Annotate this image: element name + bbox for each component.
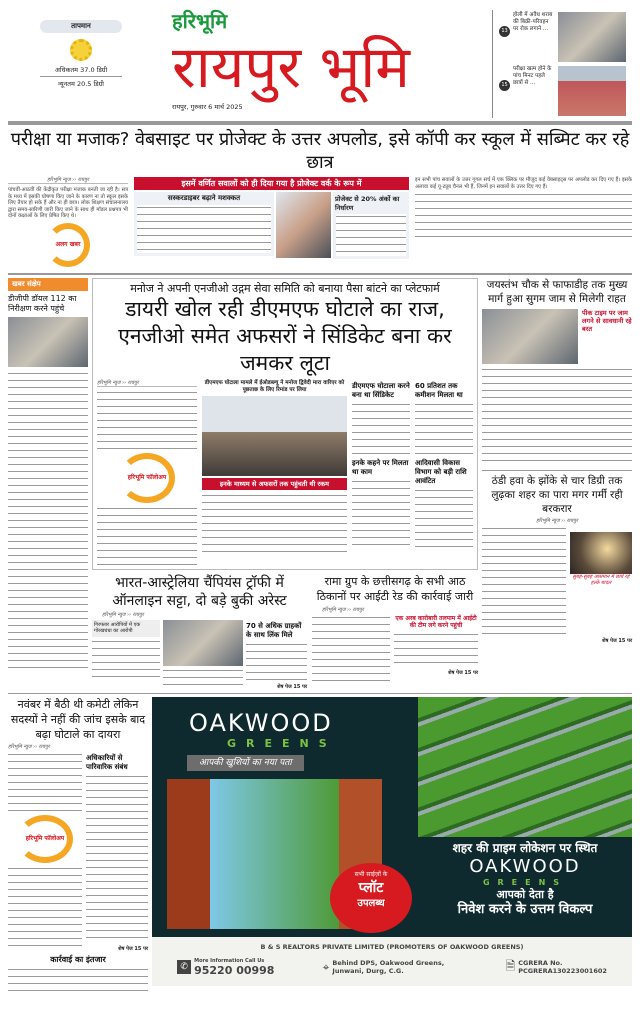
subhead: कार्रवाई का इंतजार [50, 954, 106, 964]
jaistambh-side: पीक टाइम पर जाम लगने से सावधानी रहे बरत [582, 308, 632, 333]
teaser-text: होली में अवैध शराब की बिक्री-परिवहन पर रोक लगाने ... [513, 12, 553, 32]
lead-box-2 [333, 192, 409, 259]
teaser[interactable] [493, 10, 632, 64]
middle-row [8, 278, 632, 690]
committee-body-1b [8, 866, 82, 946]
call-info[interactable]: ✆ More Information Call Us 95220 00998 [177, 958, 274, 977]
committee-story [8, 697, 148, 997]
box-text [336, 214, 406, 256]
masthead-logo [122, 10, 492, 111]
rama-headline[interactable]: रामा ग्रुप के छत्तीसगढ़ के सभी आठ ठिकानों पर आईटी रेड की कार्रवाई जारी [316, 574, 474, 603]
alag-khabar-badge: अलग खबर [46, 223, 90, 267]
lead-left-col [8, 177, 128, 270]
cricket-body-2 [163, 668, 243, 690]
right-column [482, 278, 632, 644]
jaistambh-body [482, 367, 632, 467]
dmf-body-5 [415, 402, 473, 457]
ad-right [382, 697, 632, 926]
committee-side-body [86, 774, 148, 944]
address-info: ⌖ Behind DPS, Oakwood Greens, Junwani, Durg, C.G. [322, 959, 445, 976]
jaistambh-story [482, 278, 632, 467]
subhead: आदिवासी विकास विभाग को बड़ी राशि आवंटित [415, 458, 467, 485]
road-photo [482, 309, 578, 364]
rama-body-2 [394, 632, 478, 668]
byline: हरिभूमि न्यूज ›› रायपुर [322, 606, 364, 613]
ad-line1: शहर की प्राइम लोकेशन पर स्थित [452, 840, 598, 855]
cricket-headline[interactable]: भारत-आस्ट्रेलिया चैंपियंस ट्रॉफी में ऑनलाइन सट्टा, दो बड़े बुकी अरेस्ट [112, 574, 287, 609]
dmf-col-2 [202, 380, 347, 553]
dmf-body-4 [352, 479, 410, 549]
cold-headline[interactable]: ठंडी हवा के झोंके से चार डिग्री तक लुढ़का शहर का पारा मगर गर्मी रही बरकरार [491, 474, 623, 515]
dmf-body-1b [97, 506, 197, 566]
cold-col-2 [570, 526, 632, 587]
lead-right-col [415, 177, 632, 242]
teaser-photo [558, 12, 626, 62]
lead-body: पांचवीं-आठवीं की केंद्रीकृत परीक्षा मजाक बनती जा रही है। सत्र के मध्य में इसकी घोषणा किए जाने के कारण ना तो स्कूल इसके लिए तैयार हो सके हैं और ना ही छात्र। लोक शिक्षण संचालनालय द्वारा समय-सारिणी जारी किए जाने के साथ ही मॉडल प्रश्नपत्र भी दोनों कक्षाओं के लिए प्रेषित किए थे। [8, 187, 128, 220]
continued-link[interactable]: शेष पेज 15 पर [602, 637, 632, 644]
continued-link[interactable]: शेष पेज 15 पर [118, 945, 148, 952]
committee-col-2 [86, 752, 148, 952]
byline: हरिभूमि न्यूज ›› रायपुर [97, 380, 197, 387]
brief-text [8, 371, 88, 671]
jaistambh-headline[interactable]: जयस्तंभ चौक से फाफाडीह तक मुख्य मार्ग हुआ सुगम जाम से मिलेगी राहत [486, 278, 628, 305]
photo-caption: डीएमएफ घोटाला मामले में ईओडब्ल्यू ने मनोज द्विवेदी मारा वारिएर को पूछताछ के लिए रिमांड पर लिया [204, 379, 345, 393]
masthead [8, 0, 632, 118]
weather-label: तापमान [40, 20, 122, 33]
brief-photo [8, 317, 88, 367]
divider [482, 470, 632, 471]
phone-icon: ✆ [177, 960, 191, 974]
ad-main [152, 697, 632, 937]
ad-contact [156, 957, 628, 978]
company-name: B & S REALTORS PRIVATE LIMITED (PROMOTERS OF OAKWOOD GREENS) [260, 942, 524, 951]
ad-left [152, 697, 388, 937]
oakwood-ad[interactable] [152, 697, 632, 986]
byline: हरिभूमि न्यूज ›› रायपुर [536, 517, 578, 524]
dmf-columns [97, 380, 473, 566]
jaistambh-media [482, 309, 632, 364]
office-photo [202, 396, 347, 476]
cricket-side-body [246, 642, 307, 682]
location-pin-icon: ⌖ [322, 959, 330, 974]
subhead: 60 प्रतिशत तक कमीशन मिलता था [415, 381, 463, 399]
sky-photo [570, 532, 632, 574]
committee-columns [8, 752, 148, 952]
brand-logo: हरिभूमि [172, 9, 228, 33]
followup-badge: हरिभूमि फॉलोअप [119, 453, 175, 503]
bottom-row [8, 697, 632, 1007]
lead-banner: इसमें वर्णित सवालों को ही दिया गया है प्रोजेक्ट वर्क के रूप में [134, 177, 409, 190]
rama-columns [312, 615, 478, 685]
page-number-badge: 15 [499, 80, 510, 91]
ad-line3: निवेश करने के उत्तम विकल्प [457, 901, 593, 917]
sun-icon [70, 39, 92, 61]
committee-body [8, 752, 82, 812]
ad-tagline: आपकी खुशियों का नया पता [187, 755, 304, 771]
ad-text [418, 837, 632, 926]
teaser-text: परीक्षा खत्म होने के पांच मिनट पहले छात्रों से ... [513, 66, 552, 86]
cricket-col-1 [92, 620, 160, 679]
teasers [492, 10, 632, 118]
committee-body-2 [8, 967, 148, 997]
photo-caption: सुबह-सुबह आसमान में छाये रहे हल्के बादल [572, 573, 630, 587]
ad-footer [152, 937, 632, 986]
followup-badge: हरिभूमि फॉलोअप [17, 815, 73, 863]
oakwood-logo-2-sub: GREENS [482, 877, 568, 887]
lead-box-1 [134, 192, 274, 256]
byline: हरिभूमि न्यूज ›› रायपुर [102, 611, 144, 618]
committee-col-1 [8, 752, 82, 946]
laptop-photo [276, 192, 331, 258]
cold-story [482, 474, 632, 644]
red-caption: इनके माध्यम से अफसरों तक पहुंचती थी रकम [202, 478, 347, 490]
subhead: इनके कहने पर मिलता था काम [352, 458, 409, 476]
box-title: सस्करडाइबर बढ़ाने मशक्कत [167, 194, 241, 202]
cold-body [482, 526, 566, 636]
lower-stories [92, 574, 478, 690]
arrest-photo [163, 620, 243, 666]
max-temp: अधिकतम 37.0 डिग्री [40, 65, 122, 77]
cricket-col-3 [246, 620, 307, 690]
phone-number: 95220 00998 [194, 963, 275, 977]
rama-col-2 [394, 615, 478, 676]
cricket-side-head: 70 से अधिक ग्राहकों के साथ लिंक मिले [246, 621, 302, 639]
oakwood-logo-sub: GREENS [227, 736, 337, 750]
dmf-story [92, 278, 478, 570]
lead-right-body: इन सभी पांच सवालों के उत्तर गूगल सर्च में एक क्लिक पर मौजूद कई वेबसाइट्स पर अपलोड कर दिए गए हैं। इसके अलावा कई यू-ट्यूब चैनल भी हैं, जिनमें इन सवालों के उत्तर दिए गए हैं। [415, 177, 632, 190]
lead-headline[interactable]: परीक्षा या मजाक? वेबसाइट पर प्रोजेक्ट के उत्तर अपलोड, इसे कॉपी कर स्कूल में सब्मिट कर रहे छात्र [10, 129, 630, 173]
cricket-col-2 [163, 620, 243, 690]
document-icon: 🗎 [505, 958, 516, 973]
middle-center [92, 278, 478, 690]
teaser[interactable] [493, 64, 632, 118]
dmf-body-2 [202, 493, 347, 553]
cricket-story [92, 574, 307, 690]
cricket-body [92, 639, 160, 679]
plots-image [418, 697, 632, 837]
dmf-headline[interactable]: डायरी खोल रही डीएमएफ घोटाले का राज, एनजीओ समेत अफसरों ने सिंडिकेट बना कर जमकर लूटा [118, 296, 452, 375]
dmf-kicker[interactable]: मनोज ने अपनी एनजीओ उद्गम सेवा समिति को बनाया पैसा बांटने का प्लेटफार्म [130, 281, 440, 295]
dateline: रायपुर, गुरुवार 6 मार्च 2025 [172, 103, 243, 111]
subhead: डीएमएफ घोटाला करने बना था सिंडिकेट [352, 381, 410, 399]
oakwood-logo: OAKWOOD [189, 708, 333, 737]
weather-box [40, 20, 122, 88]
brief-label: खबर संक्षेप [8, 278, 88, 291]
continued-link[interactable]: शेष पेज 15 पर [448, 669, 478, 676]
byline: हरिभूमि न्यूज ›› रायपुर [8, 177, 128, 184]
committee-side: अधिकारियों से पारिवारिक संबंध [86, 753, 128, 771]
lead-row [8, 177, 632, 270]
brief-column [8, 278, 88, 671]
byline: हरिभूमि न्यूज ›› रायपुर [8, 743, 50, 750]
ad-line2: आपको देता है [496, 887, 554, 901]
dmf-col-1 [97, 380, 197, 566]
rera-info: 🗎 CGRERA No. PCGRERA130223001602 [506, 957, 607, 978]
brief-headline[interactable]: डीजीपी डॉयल 112 का निरीक्षण करने पहुंचे [8, 293, 77, 313]
divider [8, 273, 632, 275]
dmf-body-6 [415, 488, 473, 548]
lead-boxes [134, 192, 409, 259]
family-door-image [167, 779, 388, 929]
rama-story [312, 574, 478, 685]
dmf-col-4 [415, 380, 473, 548]
min-temp: न्यूनतम 20.5 डिग्री [57, 80, 104, 88]
masthead-rule [8, 121, 632, 125]
teaser-photo [558, 66, 626, 116]
page-number-badge: 13 [499, 26, 510, 37]
committee-headline[interactable]: नवंबर में बैठी थी कमेटी लेकिन सदस्यों ने नहीं की जांच इसके बाद बढ़ा घोटाले का दायरा [10, 697, 146, 741]
rama-body [312, 615, 390, 685]
plot-badge: सभी साईज़ों के प्लॉट उपलब्ध [330, 863, 412, 933]
lead-right-lines [415, 192, 632, 242]
dmf-body [97, 390, 197, 450]
box-text [137, 205, 271, 253]
box-title: प्रोजेक्ट से 20% अंकों का निर्धारण [335, 195, 400, 212]
lead-center [134, 177, 409, 259]
dmf-body-3 [352, 402, 410, 457]
dmf-col-3 [352, 380, 410, 549]
red-quote: एक अरब कारोबारी तलपाम में आईटी की टीम लगे करने पहुंची [395, 614, 477, 630]
cricket-box: गिरफ्तार आरोपियों में एक गोरखधंधा का आरोपी [92, 620, 160, 637]
divider [8, 693, 632, 694]
oakwood-logo-2: OAKWOOD [469, 855, 581, 877]
continued-link[interactable]: शेष पेज 15 पर [277, 683, 307, 690]
cold-columns [482, 526, 632, 636]
cricket-columns [92, 620, 307, 690]
masthead-title: रायपुर भूमि [172, 33, 410, 101]
